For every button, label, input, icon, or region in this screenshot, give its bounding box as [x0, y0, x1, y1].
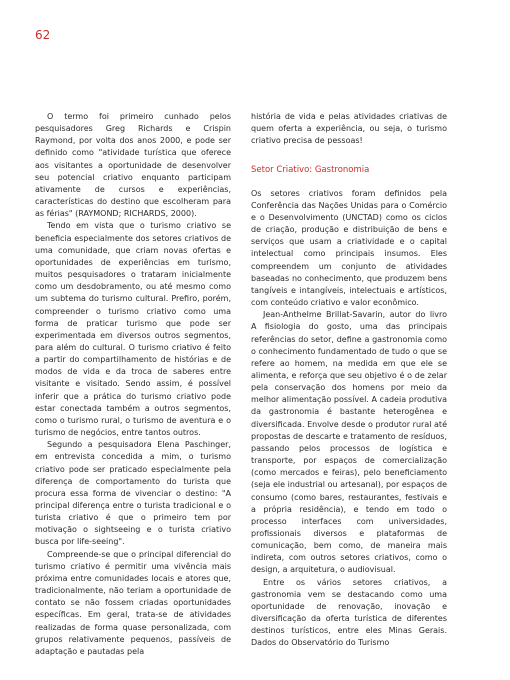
paragraph: O termo foi primeiro cunhado pelos pesquisadores Greg Richards e Crispin Raymond, por volta dos anos 2000, e pode ser definido como "atividade turística que oferece aos visitantes a oportunidade de desenvolver seu potencial criativo enquanto participam ativamente de cursos e experiências, características do destino que escolheram para as férias" (RAYMOND; RICHARDS, 2000).: [35, 112, 231, 219]
page-number: 62: [35, 28, 51, 42]
right-column: [251, 111, 447, 650]
paragraph: Compreende-se que o principal diferencial do turismo criativo é permitir uma vivência mais próxima entre comunidades locais e atores que, tradicionalmente, não teriam a oportunidade de contato se não fossem criadas oportunidades específicas. Em geral, trata-se de atividades realizadas de forma quase personalizada, com grupos relativamente pequenos, passíveis de adaptação e pautadas pela: [35, 549, 231, 656]
paragraph: Os setores criativos foram definidos pela Conferência das Nações Unidas para o Comércio e o Desenvolvimento (UNCTAD) como os ciclos de criação, produção e distribuição de bens e serviços que usam a criatividade e o capital intelectual como principais insumos. Eles compreendem um conjunto de atividades baseadas no conhecimento, que produzem bens tangíveis e intangíveis, intelectuais e artísticos, com conteúdo criativo e valor econômico.: [251, 188, 447, 308]
paragraph: Jean-Anthelme Brillat-Savarin, autor do livro A fisiologia do gosto, uma das principais referências do setor, define a gastronomia como o conhecimento fundamentado de tudo o que se refere ao homem, na medida em que ele se alimenta, e reforça que seu objetivo é o de zelar pela conservação dos homens por meio da melhor alimentação possível. A cadeia produtiva da gastronomia é bastante heterogênea e diversificada. Envolve desde o produtor rural até propostas de descarte e tratamento de resíduos, passando pelos processos de logística e transporte, por espaços de comercialização (como mercados e feiras), pelo beneficiamento (seja ele industrial ou artesanal), por espaços de consumo (como bares, restaurantes, festivais e a própria residência), e tendo em todo o processo interfaces com universidades, profissionais diversos e plataformas de comunicação, bem como, de maneira mais indireta, com outros setores criativos, como o design, a arquitetura, o audiovisual.: [251, 310, 447, 575]
paragraph: Segundo a pesquisadora Elena Paschinger, em entrevista concedida a mim, o turismo criativo pode ser praticado especialmente pela diferença de comportamento do turista que procura essa forma de vivenciar o destino: "A principal diferença entre o turista tradicional e o turista criativo é que o primeiro tem por motivação o sightseeing e o turista criativo busca por life-seeing".: [35, 440, 231, 547]
paragraph: Tendo em vista que o turismo criativo se beneficia especialmente dos setores criativos de uma comunidade, que criam novas ofertas e oportunidades de experiências em turismo, muitos pesquisadores o trataram inicialmente como um desdobramento, ou até mesmo como um subtema do turismo cultural. Prefiro, porém, compreender o turismo criativo como uma forma de praticar turismo que pode ser experimentada em diversos outros segmentos, para além do cultural. O turismo criativo é feito a partir do compartilhamento de histórias e de modos de vida e da troca de saberes entre visitante e visitado. Sendo assim, é possível inferir que a prática do turismo criativo pode estar conectada também a outros segmentos, como o turismo rural, o turismo de aventura e o turismo de negócios, entre tantos outros.: [35, 221, 231, 438]
paragraph-continued: história de vida e pelas atividades criativas de quem oferta a experiência, ou seja, o turismo criativo precisa de pessoas!: [251, 112, 447, 146]
section-heading: Setor Criativo: Gastronomia: [251, 165, 370, 176]
left-column: [35, 111, 231, 658]
paragraph: Entre os vários setores criativos, a gastronomia vem se destacando como uma oportunidade de renovação, inovação e diversificação da oferta turística de diferentes destinos turísticos, entre eles Minas Gerais. Dados do Observatório do Turismo: [251, 577, 447, 648]
